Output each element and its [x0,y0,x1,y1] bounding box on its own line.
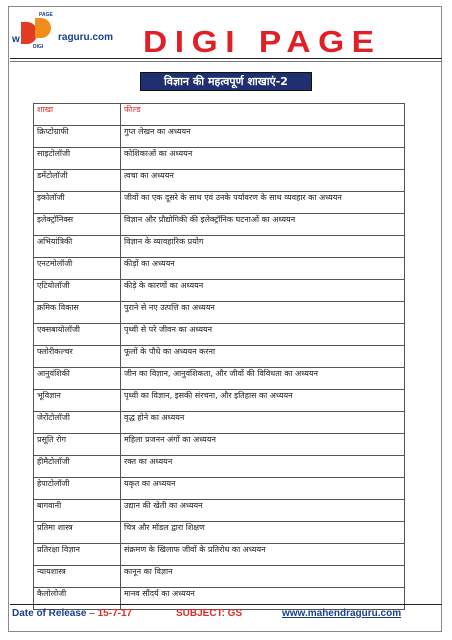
branch-cell: क्रिप्टोग्राफी [34,126,121,148]
branch-cell: एनटमोलॉजी [34,258,121,280]
branch-cell: फ्लोरीकल्चर [34,346,121,368]
release-date [12,608,132,619]
field-cell: पृथ्वी का विज्ञान, इसकी संरचना, और इतिहास का अध्ययन [121,390,405,412]
table-row [34,390,405,412]
table-row [34,170,405,192]
table-row [34,544,405,566]
table-row [34,148,405,170]
field-cell: विज्ञान के व्यावहारिक प्रयोग [121,236,405,258]
branch-cell: प्रतिमा शास्त्र [34,522,121,544]
branch-cell: अभियांत्रिकी [34,236,121,258]
branch-cell: साइटोलॉजी [34,148,121,170]
field-cell: कीड़े के कारणों का अध्ययन [121,280,405,302]
field-cell: कीड़ों का अध्ययन [121,258,405,280]
branch-cell: जेरोंटोलॉजी [34,412,121,434]
field-cell: पुराने से नए उत्पत्ति का अध्ययन [121,302,405,324]
branch-cell: प्रसूति रोग [34,434,121,456]
table-header-row [34,104,405,126]
table-row [34,126,405,148]
field-cell: रक्त का अध्ययन [121,456,405,478]
release-date-dash: – [89,608,95,619]
field-cell: उद्यान की खेती का अध्ययन [121,500,405,522]
table-row [34,522,405,544]
table-row [34,302,405,324]
branch-cell: एक्सबायोलॉजी [34,324,121,346]
table-row [34,478,405,500]
column-header-branch: शाखा [34,104,121,126]
branch-cell: इकोलॉजी [34,192,121,214]
release-date-label: Date of Release [12,608,87,619]
logo-mark-icon [21,12,53,50]
field-cell: गुप्त लेखन का अध्ययन [121,126,405,148]
field-cell: विज्ञान और प्रौद्योगिकी की इलेक्ट्रॉनिक घटनाओं का अध्ययन [121,214,405,236]
field-cell: कानून का विज्ञान [121,566,405,588]
branch-cell: हीमैटोलॉजी [34,456,121,478]
logo-mark-bottom: DIGI [33,44,44,50]
table-row [34,236,405,258]
logo-site: raguru.com [58,32,114,43]
field-cell: पृथ्वी से परे जीवन का अध्ययन [121,324,405,346]
logo-prefix: w [12,34,20,45]
field-cell: कोशिकाओं का अध्ययन [121,148,405,170]
branch-cell: क्रमिक विकास [34,302,121,324]
logo-mark-top: PAGE [39,12,53,18]
table-row [34,456,405,478]
branch-cell: हेपाटोलॉजी [34,478,121,500]
brand-title: DIGI PAGE [143,24,382,59]
branch-cell: आनुवंशिकी [34,368,121,390]
field-cell: चित्र और मॉडल द्वारा शिक्षण [121,522,405,544]
field-cell: जीन का विज्ञान, आनुवंशिकता, और जीवों की विविधता का अध्ययन [121,368,405,390]
branch-cell: न्यायशास्त्र [34,566,121,588]
branch-cell: एटियोलॉजी [34,280,121,302]
table-row [34,412,405,434]
table-row [34,368,405,390]
website-link[interactable]: www.mahendraguru.com [282,608,402,619]
header-divider [10,58,442,59]
branch-cell: डर्मेटोलॉजी [34,170,121,192]
table-row [34,346,405,368]
field-cell: महिला प्रजनन अंगों का अध्ययन [121,434,405,456]
branch-cell: भूविज्ञान [34,390,121,412]
field-cell: त्वचा का अध्ययन [121,170,405,192]
page-footer [10,604,442,627]
branch-cell: कैलोलोजी [34,588,121,610]
branch-cell: प्रतिरक्षा विज्ञान [34,544,121,566]
table-row [34,258,405,280]
branches-table [33,103,405,610]
logo[interactable] [12,12,142,56]
field-cell: जीवों का एक दूसरे के साथ एवं उनके पर्यावरण के साथ व्यवहार का अध्ययन [121,192,405,214]
field-cell: फूलों के पौधे का अध्ययन करना [121,346,405,368]
subject-label: SUBJECT: GS [176,608,243,619]
field-cell: मानव सौंदर्य का अध्ययन [121,588,405,610]
column-header-field: फील्ड [121,104,405,126]
field-cell: वृद्ध होने का अध्ययन [121,412,405,434]
branch-cell: बागवानी [34,500,121,522]
header-divider-thin [10,61,442,62]
table-row [34,500,405,522]
table-row [34,324,405,346]
table-row [34,434,405,456]
page-header [10,10,442,58]
field-cell: संक्रमण के खिलाफ जीवों के प्रतिरोध का अध्ययन [121,544,405,566]
page-title: विज्ञान की महत्वपूर्ण शाखाएं-2 [140,72,312,91]
table-row [34,280,405,302]
release-date-value: 15-7-17 [97,608,133,619]
field-cell: यकृत का अध्ययन [121,478,405,500]
table-row [34,566,405,588]
branch-cell: इलेक्ट्रॉनिक्स [34,214,121,236]
table-row [34,192,405,214]
table-row [34,214,405,236]
